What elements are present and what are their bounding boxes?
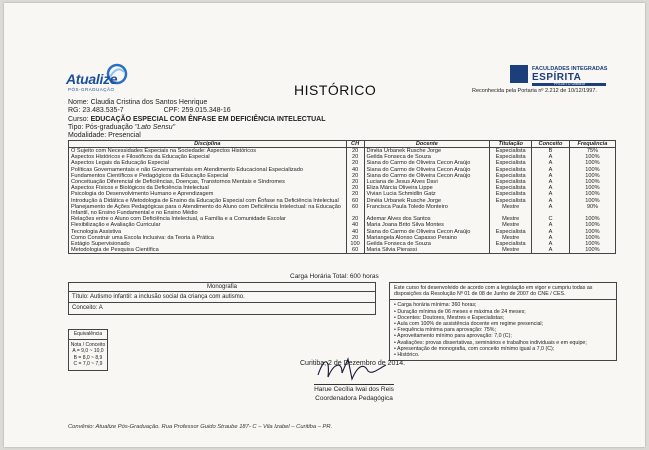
signature-line <box>314 384 394 385</box>
cell-conceito: A <box>532 247 570 254</box>
list-item: • Aula com 100% de assistência docente em regime presencial; <box>394 321 612 327</box>
header-ch: CH <box>346 141 364 148</box>
cell-docente: Dinéia Urbanek Rusche Jorge <box>364 198 490 204</box>
monograph-concept: A <box>98 305 103 311</box>
cell-ch: 20 <box>346 179 364 185</box>
cell-docente: Ademar Alves dos Santos <box>364 216 490 222</box>
cell-frequencia: 100% <box>569 198 615 204</box>
cell-conceito: A <box>532 235 570 241</box>
cell-conceito: A <box>532 179 570 185</box>
equivalence-body <box>69 340 107 370</box>
cell-disciplina: Flexibilização e Avaliação Curricular <box>69 222 347 228</box>
atualize-logo-subtext: PÓS-GRADUAÇÃO <box>68 87 115 92</box>
monograph-concept-label: Conceito: <box>72 305 98 311</box>
cell-titulacao: Mestre <box>490 204 532 216</box>
monograph-concept-row <box>69 303 375 314</box>
modality-label: Modalidade: <box>68 132 107 140</box>
cell-disciplina: Planejamento de Ações Pedagógicas para o Atendimento do Aluno com Deficiência Intelectual: na Educação Infantil, no Ensino Fundamental e no Ensino Médio <box>69 204 347 216</box>
type-prefix: Pós-graduação <box>85 123 133 131</box>
equivalence-title: Nota / Conceito <box>70 341 106 348</box>
monograph-header: Monografia <box>69 283 375 292</box>
cell-docente: Luciana de Jesus Alves Davi <box>364 179 490 185</box>
rg-label: RG: <box>68 107 81 115</box>
monograph-box <box>68 282 376 315</box>
cell-titulacao: Especialista <box>490 167 532 173</box>
cell-disciplina: Aspectos Históricos e Filosóficos da Educação Especial <box>69 154 347 160</box>
cell-titulacao: Especialista <box>490 173 532 179</box>
cell-docente: Maria Joana Brito Silva Montes <box>364 222 490 228</box>
cell-docente: Francisca Paula Toledo Monteiro <box>364 204 490 216</box>
list-item: • Duração mínima de 06 meses e máxima de 24 meses; <box>394 309 612 315</box>
cell-frequencia: 100% <box>569 247 615 254</box>
cell-disciplina: Como Construir uma Escola Inclusiva: da Teoria à Prática <box>69 235 347 241</box>
faculty-logo-line3: PROJETO UNIBEM <box>554 82 586 86</box>
cell-conceito: A <box>532 185 570 191</box>
cell-docente: Siana do Carmo de Oliveira Cecon Araújo <box>364 229 490 235</box>
course-name: EDUCAÇÃO ESPECIAL COM ÊNFASE EM DEFICIÊNCIA INTELECTUAL <box>90 115 326 123</box>
cell-titulacao: Especialista <box>490 160 532 166</box>
cell-docente: Dinéia Urbanek Rusche Jorge <box>364 148 490 155</box>
student-name: Claudia Cristina dos Santos Henrique <box>90 99 208 106</box>
grades-header-row <box>69 141 616 148</box>
equivalence-box <box>68 329 108 371</box>
cell-titulacao: Especialista <box>490 179 532 185</box>
cell-titulacao: Especialista <box>490 198 532 204</box>
cell-ch: 20 <box>346 173 364 179</box>
monograph-title: Autismo infantil: a inclusão social da criança com autismo. <box>90 294 245 300</box>
cell-conceito: A <box>532 154 570 160</box>
faculdades-espirita-logo <box>510 65 610 89</box>
document-page <box>4 3 645 447</box>
cell-disciplina: Fundamentos Científicos e Pedagógicos da Educação Especial <box>69 173 347 179</box>
cell-disciplina: Conceituação Diferencial de Deficiências, Doenças, Transtornos Mentais e Síndromes <box>69 179 347 185</box>
cell-titulacao: Especialista <box>490 241 532 247</box>
cell-docente: Eliza Márcia Oliveira Lippe <box>364 185 490 191</box>
cell-docente: Geilda Fonseca de Souza <box>364 241 490 247</box>
equivalence-header: Equivalência <box>69 330 107 340</box>
type-italic: "Lato Sensu" <box>134 123 176 131</box>
type-label: Tipo: <box>68 123 84 131</box>
student-rg: 23.483.535-7 <box>82 107 124 115</box>
legislation-intro: Este curso foi desenvolvido de acordo com a legislação em vigor e cumpriu todas as disposições da Resolução Nº 01 de 08 de Junho de 2007 do CNE / CES. <box>389 282 617 300</box>
cell-conceito: A <box>532 229 570 235</box>
signer-role: Coordenadora Pedagógica <box>315 394 393 402</box>
cell-ch: 20 <box>346 154 364 160</box>
cell-conceito: A <box>532 241 570 247</box>
cell-titulacao: Especialista <box>490 148 532 155</box>
cell-frequencia: 100% <box>569 229 615 235</box>
faculty-logo-line1: FACULDADES INTEGRADAS <box>532 66 608 72</box>
cell-titulacao: Especialista <box>490 191 532 197</box>
list-item: • Avaliações: provas dissertativas, seminários e trabalhos individuais e em equipe; <box>394 340 612 346</box>
cell-ch: 20 <box>346 185 364 191</box>
cell-disciplina: Psicologia do Desenvolvimento Humano e Aprendizagem <box>69 191 347 197</box>
cell-frequencia: 100% <box>569 191 615 197</box>
cell-titulacao: Mestre <box>490 222 532 228</box>
cell-disciplina: Estágio Supervisionado <box>69 241 347 247</box>
cell-docente: Siana do Carmo de Oliveira Cecon Araújo <box>364 160 490 166</box>
faculty-emblem-icon <box>510 65 528 83</box>
cell-ch: 60 <box>346 247 364 254</box>
header-disciplina: Disciplina <box>69 141 347 148</box>
grades-table <box>68 140 616 254</box>
cell-disciplina: Metodologia de Pesquisa Científica <box>69 247 347 254</box>
list-item: • Frequência mínima para aprovação: 75%; <box>394 327 612 333</box>
cell-titulacao: Especialista <box>490 229 532 235</box>
monograph-title-row <box>69 292 375 303</box>
header-conceito: Conceito <box>532 141 570 148</box>
list-item: • Carga horária mínima: 360 horas; <box>394 302 612 308</box>
name-label: Nome: <box>68 99 89 106</box>
cell-docente: Mariangela Alonso Capasso Peraino <box>364 235 490 241</box>
cell-disciplina: Aspectos Físicos e Biológicos da Deficiência Intelectual <box>69 185 347 191</box>
header-frequencia: Frequência <box>569 141 615 148</box>
faculty-logo-line2: ESPÍRITA <box>532 72 582 83</box>
cpf-label: CPF: <box>163 107 180 115</box>
table-row <box>69 247 616 254</box>
cell-titulacao: Especialista <box>490 185 532 191</box>
cell-disciplina: O Sujeito com Necessidades Especiais na Sociedade: Aspectos Históricos <box>69 148 347 155</box>
cell-conceito: A <box>532 173 570 179</box>
cell-frequencia: 100% <box>569 167 615 173</box>
cell-frequencia: 100% <box>569 160 615 166</box>
student-cpf: 259.015.348-16 <box>181 107 231 115</box>
table-row <box>69 148 616 155</box>
cell-ch: 20 <box>346 160 364 166</box>
cell-frequencia: 75% <box>569 148 615 155</box>
cell-frequencia: 100% <box>569 222 615 228</box>
monograph-title-label: Título: <box>72 294 89 300</box>
cell-frequencia: 100% <box>569 235 615 241</box>
cell-titulacao: Mestre <box>490 235 532 241</box>
cell-frequencia: 90% <box>569 204 615 216</box>
cell-disciplina: Relações entre o Aluno com Deficiência Intelectual, a Família e a Comunidade Escolar <box>69 216 347 222</box>
cell-disciplina: Aspectos Legais da Educação Especial <box>69 160 347 166</box>
cell-docente: Geilda Fonseca de Souza <box>364 154 490 160</box>
cell-docente: Siana do Carmo de Oliveira Cecon Araújo <box>364 173 490 179</box>
cell-frequencia: 100% <box>569 216 615 222</box>
cell-titulacao: Mestre <box>490 247 532 254</box>
cell-ch: 40 <box>346 222 364 228</box>
cell-conceito: A <box>532 191 570 197</box>
cell-disciplina: Políticas Governamentais e não Governamentais em Atendimento Educacional Especializado <box>69 167 347 173</box>
table-row <box>69 204 616 216</box>
student-info <box>68 99 325 140</box>
cell-ch: 20 <box>346 191 364 197</box>
cell-ch: 20 <box>346 235 364 241</box>
cell-disciplina: Tecnologia Assistiva <box>69 229 347 235</box>
cell-frequencia: 100% <box>569 154 615 160</box>
cell-disciplina: Introdução à Didática e Metodologia de Ensino da Educação Especial com Ênfase na Deficiência Intelectual <box>69 198 347 204</box>
equivalence-line-a: A = 9,0 ~ 10,0 <box>72 348 104 354</box>
cell-docente: Siana do Carmo de Oliveira Cecon Araújo <box>364 167 490 173</box>
equivalence-line-b: B = 8,0 ~ 8,9 <box>73 354 103 361</box>
cell-conceito: C <box>532 216 570 222</box>
cell-conceito: A <box>532 204 570 216</box>
cell-titulacao: Especialista <box>490 154 532 160</box>
cell-frequencia: 100% <box>569 185 615 191</box>
cell-ch: 60 <box>346 204 364 216</box>
cell-conceito: A <box>532 222 570 228</box>
cell-ch: 20 <box>346 216 364 222</box>
cell-docente: Maria Silvia Pierassi <box>364 247 490 254</box>
course-label: Curso: <box>68 115 89 123</box>
legislation-list <box>389 300 617 361</box>
cell-conceito: B <box>532 148 570 155</box>
cell-conceito: A <box>532 167 570 173</box>
cell-conceito: A <box>532 198 570 204</box>
cell-ch: 40 <box>346 229 364 235</box>
recognition-text: Reconhecida pela Portaria nº 2.212 de 10/12/1997. <box>472 88 597 94</box>
list-item: • Docentes: Doutores, Mestres e Especialistas; <box>394 315 612 321</box>
list-item: • Aproveitamento mínimo para aprovação: 7,0 (C); <box>394 333 612 339</box>
cell-titulacao: Mestre <box>490 216 532 222</box>
atualize-logo <box>66 63 128 97</box>
cell-frequencia: 100% <box>569 179 615 185</box>
handwritten-signature <box>312 353 392 385</box>
cell-frequencia: 100% <box>569 241 615 247</box>
cell-ch: 20 <box>346 148 364 155</box>
footer-address: Convênio: Atualize Pós-Graduação. Rua Professor Guido Straube 187- C – Vila Izabel – Curitiba – PR. <box>68 424 333 430</box>
cell-ch: 60 <box>346 198 364 204</box>
cell-conceito: A <box>532 160 570 166</box>
cell-frequencia: 100% <box>569 173 615 179</box>
document-title: HISTÓRICO <box>294 82 377 98</box>
atualize-logo-text: Atualize <box>66 71 118 87</box>
header-titulacao: Titulação <box>490 141 532 148</box>
signer-name: Harue Cecília Iwai dos Reis <box>314 386 394 393</box>
issue-date: Curitiba, 2 de Dezembro de 2014. <box>300 360 406 367</box>
header-docente: Docente <box>364 141 490 148</box>
cell-docente: Vivian Lucia Schmidlin Gatz <box>364 191 490 197</box>
total-workload: Carga Horária Total: 600 horas <box>290 273 379 280</box>
cell-ch: 40 <box>346 167 364 173</box>
legislation-box <box>389 282 617 361</box>
signer-block <box>294 386 414 403</box>
list-item: • Apresentação de monografia, com conceito mínimo igual a 7,0 (C); <box>394 346 612 352</box>
list-item: • Histórico. <box>394 352 612 358</box>
modality-value: Presencial <box>108 132 141 140</box>
equivalence-line-c: C = 7,0 ~ 7,9 <box>73 361 103 367</box>
grades-body <box>69 148 616 254</box>
cell-ch: 100 <box>346 241 364 247</box>
